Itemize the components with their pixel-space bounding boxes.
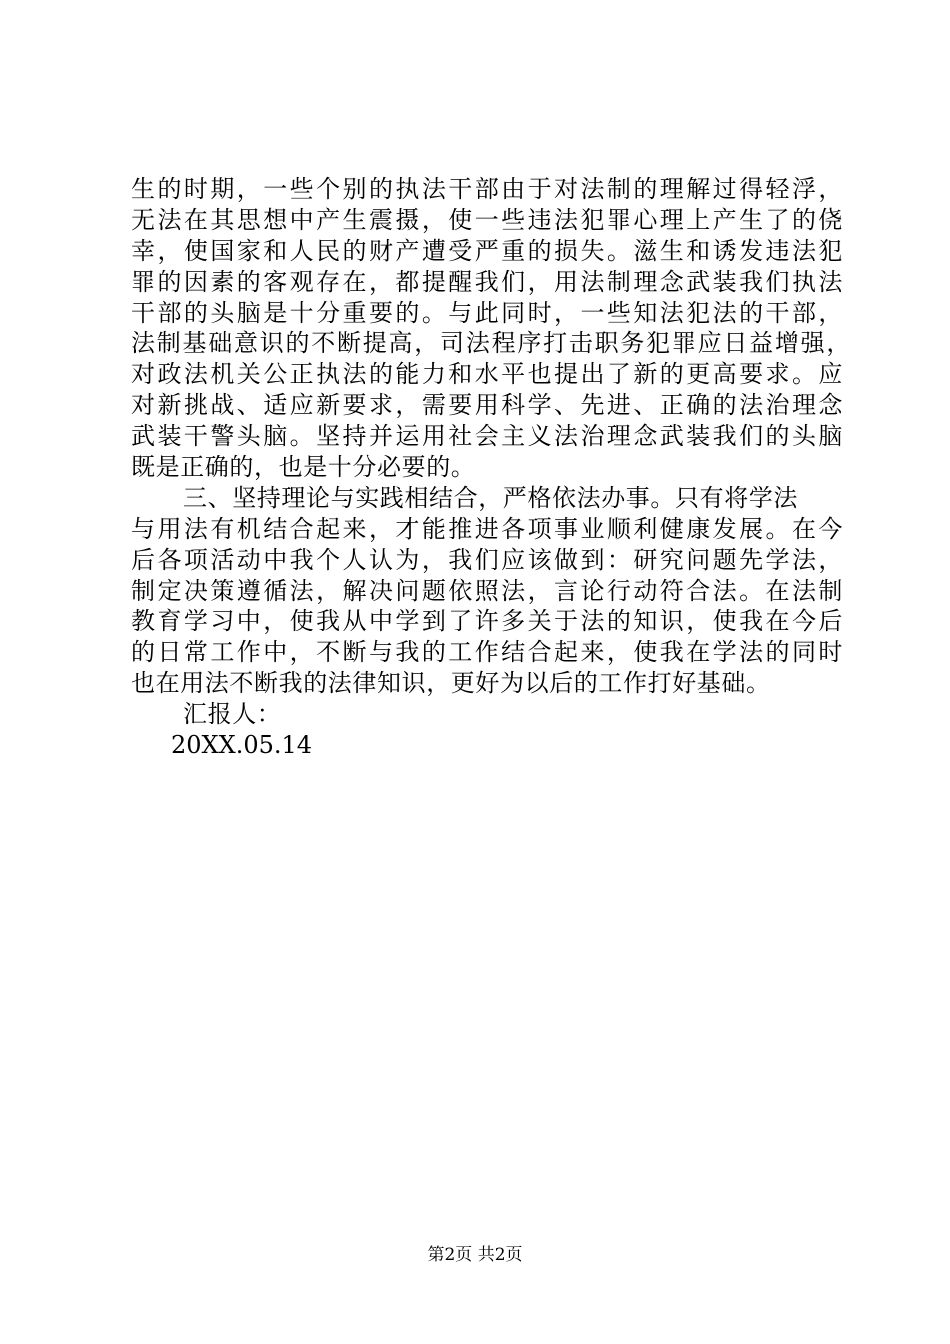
paragraph-start-line: 三、坚持理论与实践相结合，严格依法办事。只有将学法 [183, 483, 798, 512]
text-line: 罪的因素的客观存在，都提醒我们，用法制理念武装我们执法 [131, 267, 843, 296]
text-line: 的日常工作中，不断与我的工作结合起来，使我在学法的同时 [131, 638, 843, 667]
text-line: 也在用法不断我的法律知识，更好为以后的工作打好基础。 [131, 669, 771, 698]
text-line: 干部的头脑是十分重要的。与此同时，一些知法犯法的干部， [131, 298, 843, 327]
text-line: 既是正确的，也是十分必要的。 [131, 453, 476, 482]
document-body [131, 174, 861, 761]
text-line: 对政法机关公正执法的能力和水平也提出了新的更高要求。应 [131, 360, 843, 389]
page-number-footer: 第2页 共2页 [427, 1245, 523, 1265]
text-line: 幸，使国家和人民的财产遭受严重的损失。滋生和诱发违法犯 [131, 236, 843, 265]
text-line: 对新挑战、适应新要求，需要用科学、先进、正确的法治理念 [131, 391, 843, 420]
text-line: 生的时期，一些个别的执法干部由于对法制的理解过得轻浮， [131, 175, 843, 203]
text-line: 武装干警头脑。坚持并运用社会主义法治理念武装我们的头脑 [131, 422, 843, 451]
reporter-label: 汇报人： [183, 700, 282, 729]
text-line: 后各项活动中我个人认为，我们应该做到：研究问题先学法， [131, 545, 843, 574]
text-line: 法制基础意识的不断提高，司法程序打击职务犯罪应日益增强， [131, 329, 851, 358]
text-line: 与用法有机结合起来，才能推进各项事业顺利健康发展。在今 [131, 514, 843, 543]
text-line: 制定决策遵循法，解决问题依照法，言论行动符合法。在法制 [131, 576, 843, 605]
text-line: 教育学习中，使我从中学到了许多关于法的知识，使我在今后 [131, 607, 843, 636]
report-date: 20XX.05.14 [171, 731, 313, 760]
text-line: 无法在其思想中产生震摄，使一些违法犯罪心理上产生了的侥 [131, 205, 843, 234]
